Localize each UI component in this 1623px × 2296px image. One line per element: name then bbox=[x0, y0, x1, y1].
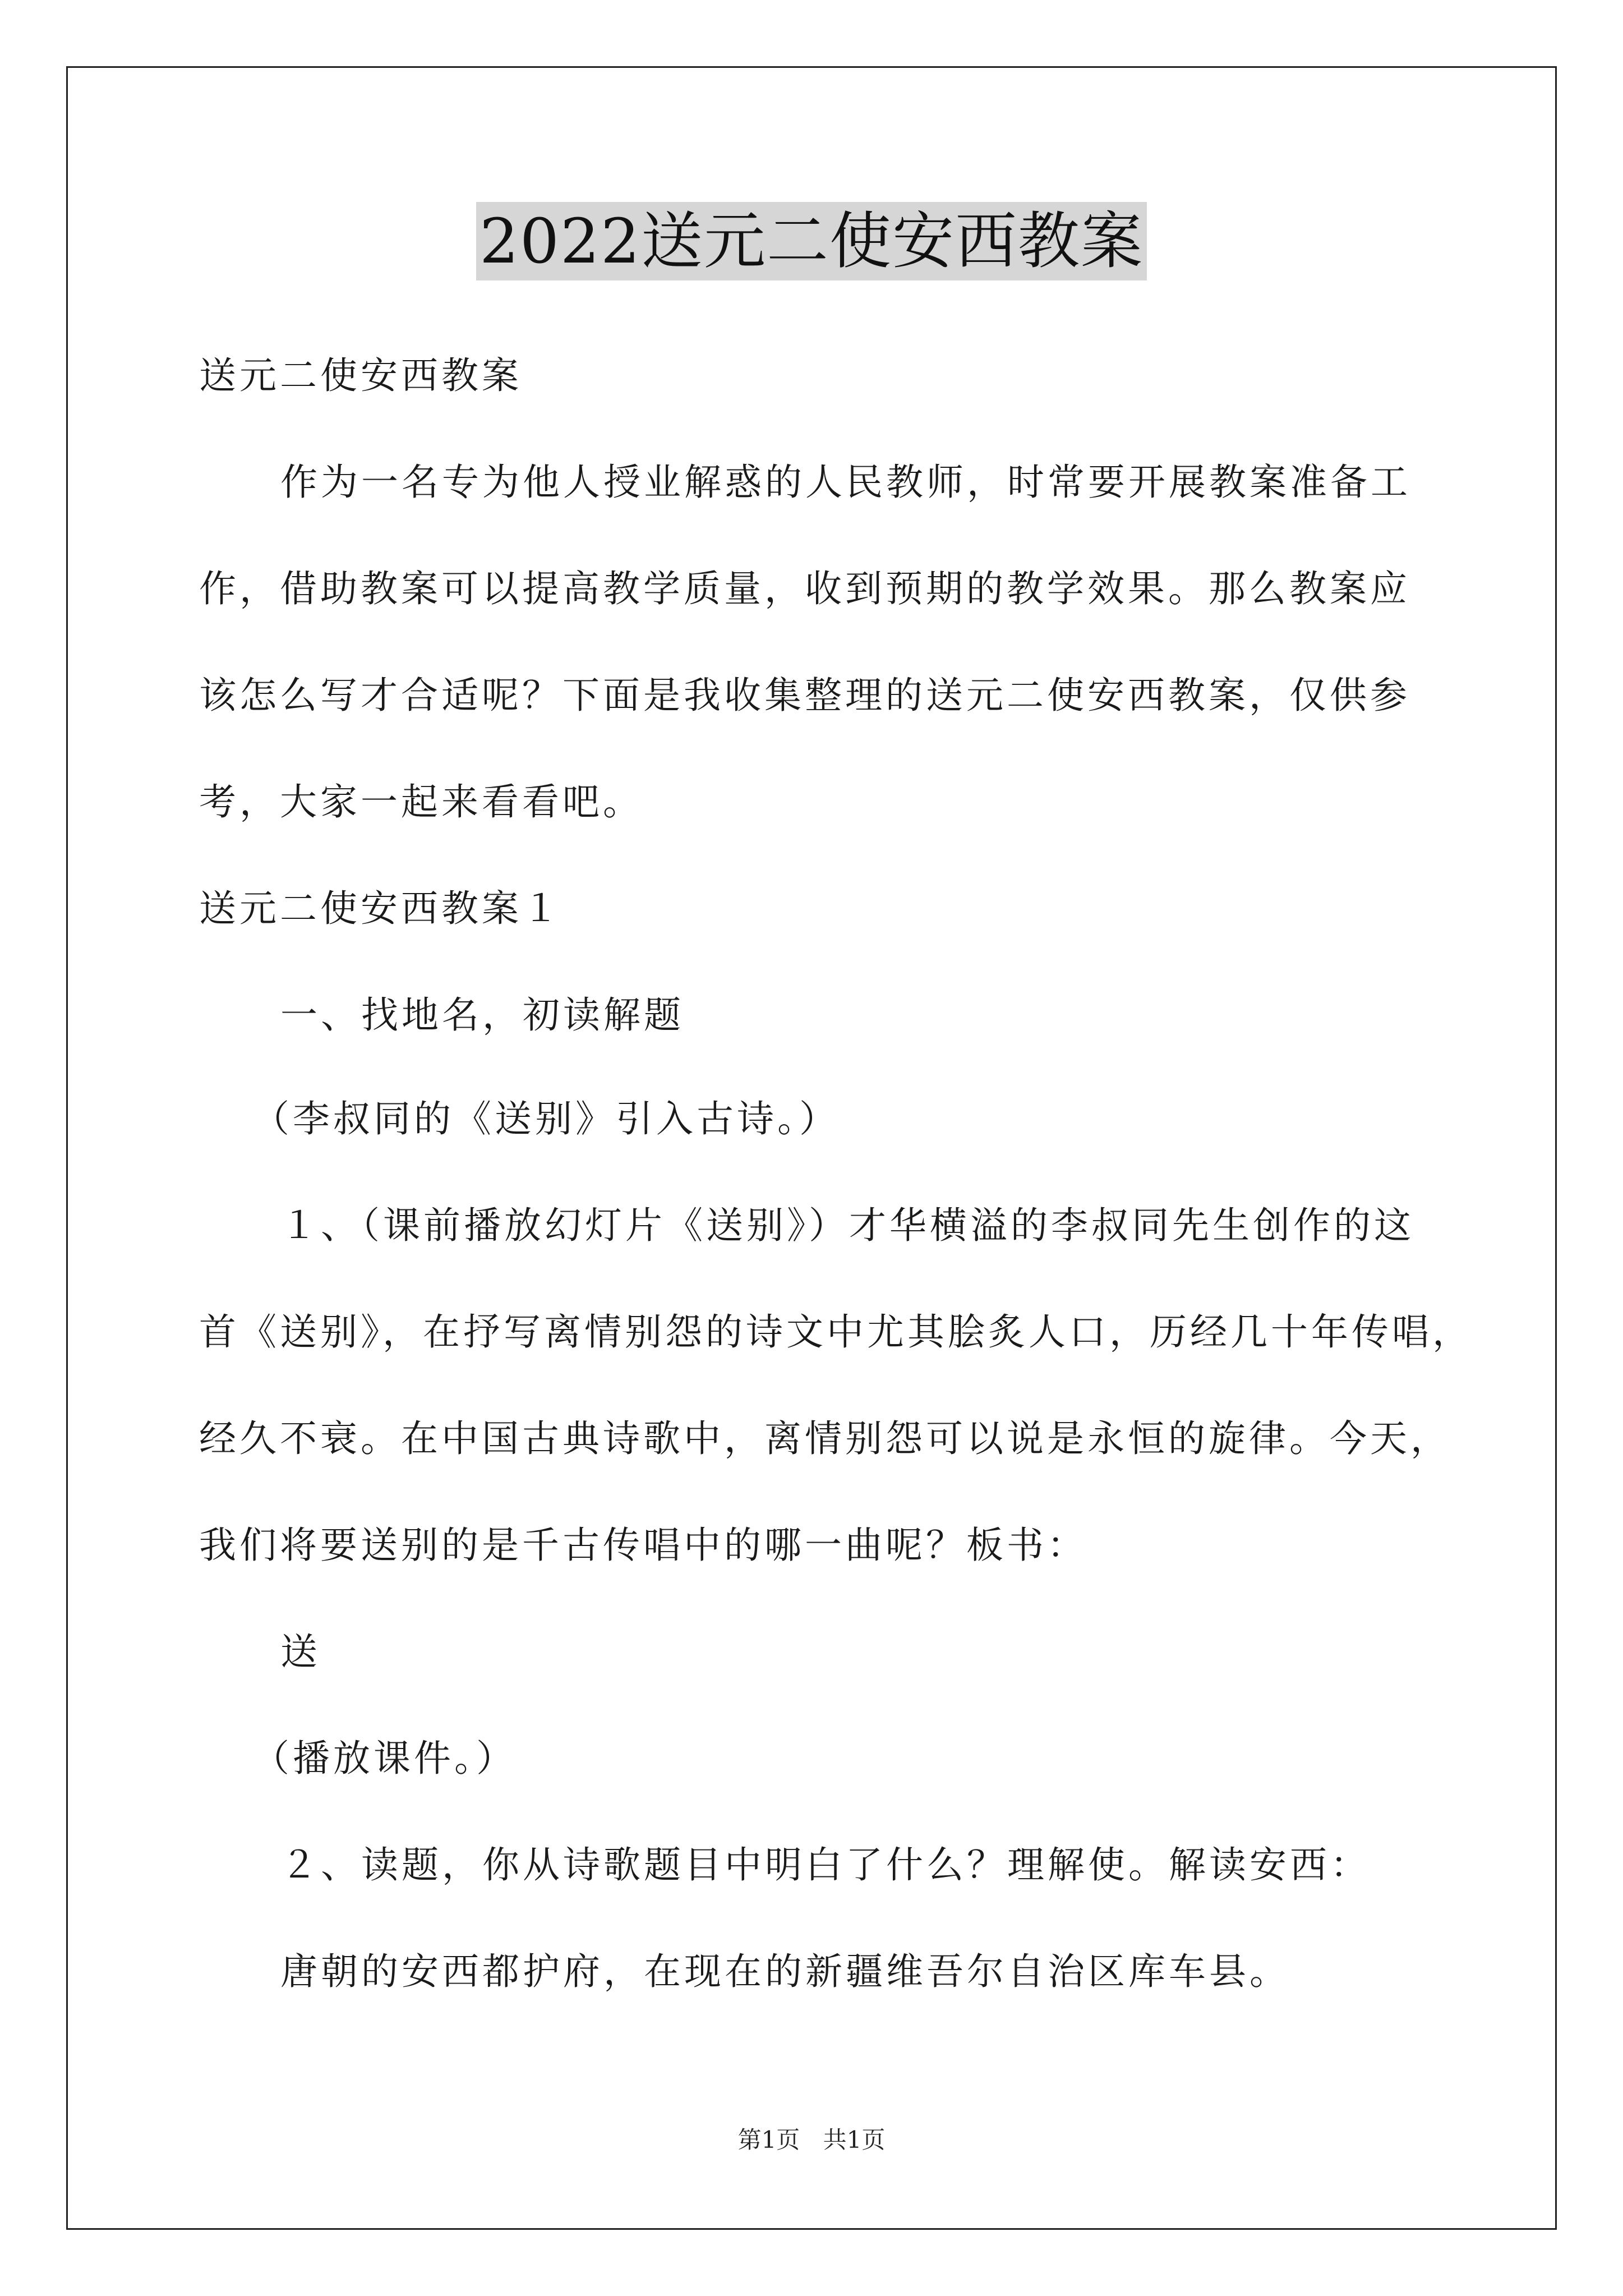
document-title: 2022送元二使安西教案 bbox=[476, 202, 1147, 280]
section-heading: 送元二使安西教案 bbox=[199, 354, 522, 397]
paragraph-line: （李叔同的《送别》引入古诗。） bbox=[252, 1097, 840, 1140]
page-number: 第1页 bbox=[737, 2126, 800, 2154]
section-heading: 送元二使安西教案１ bbox=[199, 887, 562, 930]
paragraph-line: 作为一名专为他人授业解惑的人民教师，时常要开展教案准备工 bbox=[280, 461, 1411, 504]
paragraph-line: 考，大家一起来看看吧。 bbox=[199, 780, 643, 823]
paragraph-line: 送 bbox=[280, 1630, 321, 1673]
title-container bbox=[0, 202, 1623, 280]
paragraph-line: ２、读题，你从诗歌题目中明白了什么？理解使。解读安西： bbox=[280, 1843, 1371, 1887]
paragraph-line: 经久不衰。在中国古典诗歌中，离情别怨可以说是永恒的旋律。今天， bbox=[199, 1417, 1451, 1460]
paragraph-line: （播放课件。） bbox=[252, 1737, 517, 1780]
paragraph-line: １、（课前播放幻灯片《送别》）才华横溢的李叔同先生创作的这 bbox=[280, 1204, 1414, 1247]
paragraph-line: 唐朝的安西都护府，在现在的新疆维吾尔自治区库车县。 bbox=[280, 1950, 1290, 1993]
paragraph-line: 一、找地名，初读解题 bbox=[280, 993, 684, 1037]
paragraph-line: 首《送别》，在抒写离情别怨的诗文中尤其脍炙人口，历经几十年传唱， bbox=[199, 1310, 1473, 1354]
page-footer bbox=[0, 2126, 1623, 2154]
paragraph-line: 作，借助教案可以提高教学质量，收到预期的教学效果。那么教案应 bbox=[199, 567, 1410, 610]
page-total: 共1页 bbox=[823, 2126, 886, 2154]
paragraph-line: 我们将要送别的是千古传唱中的哪一曲呢？板书： bbox=[199, 1524, 1087, 1567]
paragraph-line: 该怎么写才合适呢？下面是我收集整理的送元二使安西教案，仅供参 bbox=[199, 674, 1410, 717]
